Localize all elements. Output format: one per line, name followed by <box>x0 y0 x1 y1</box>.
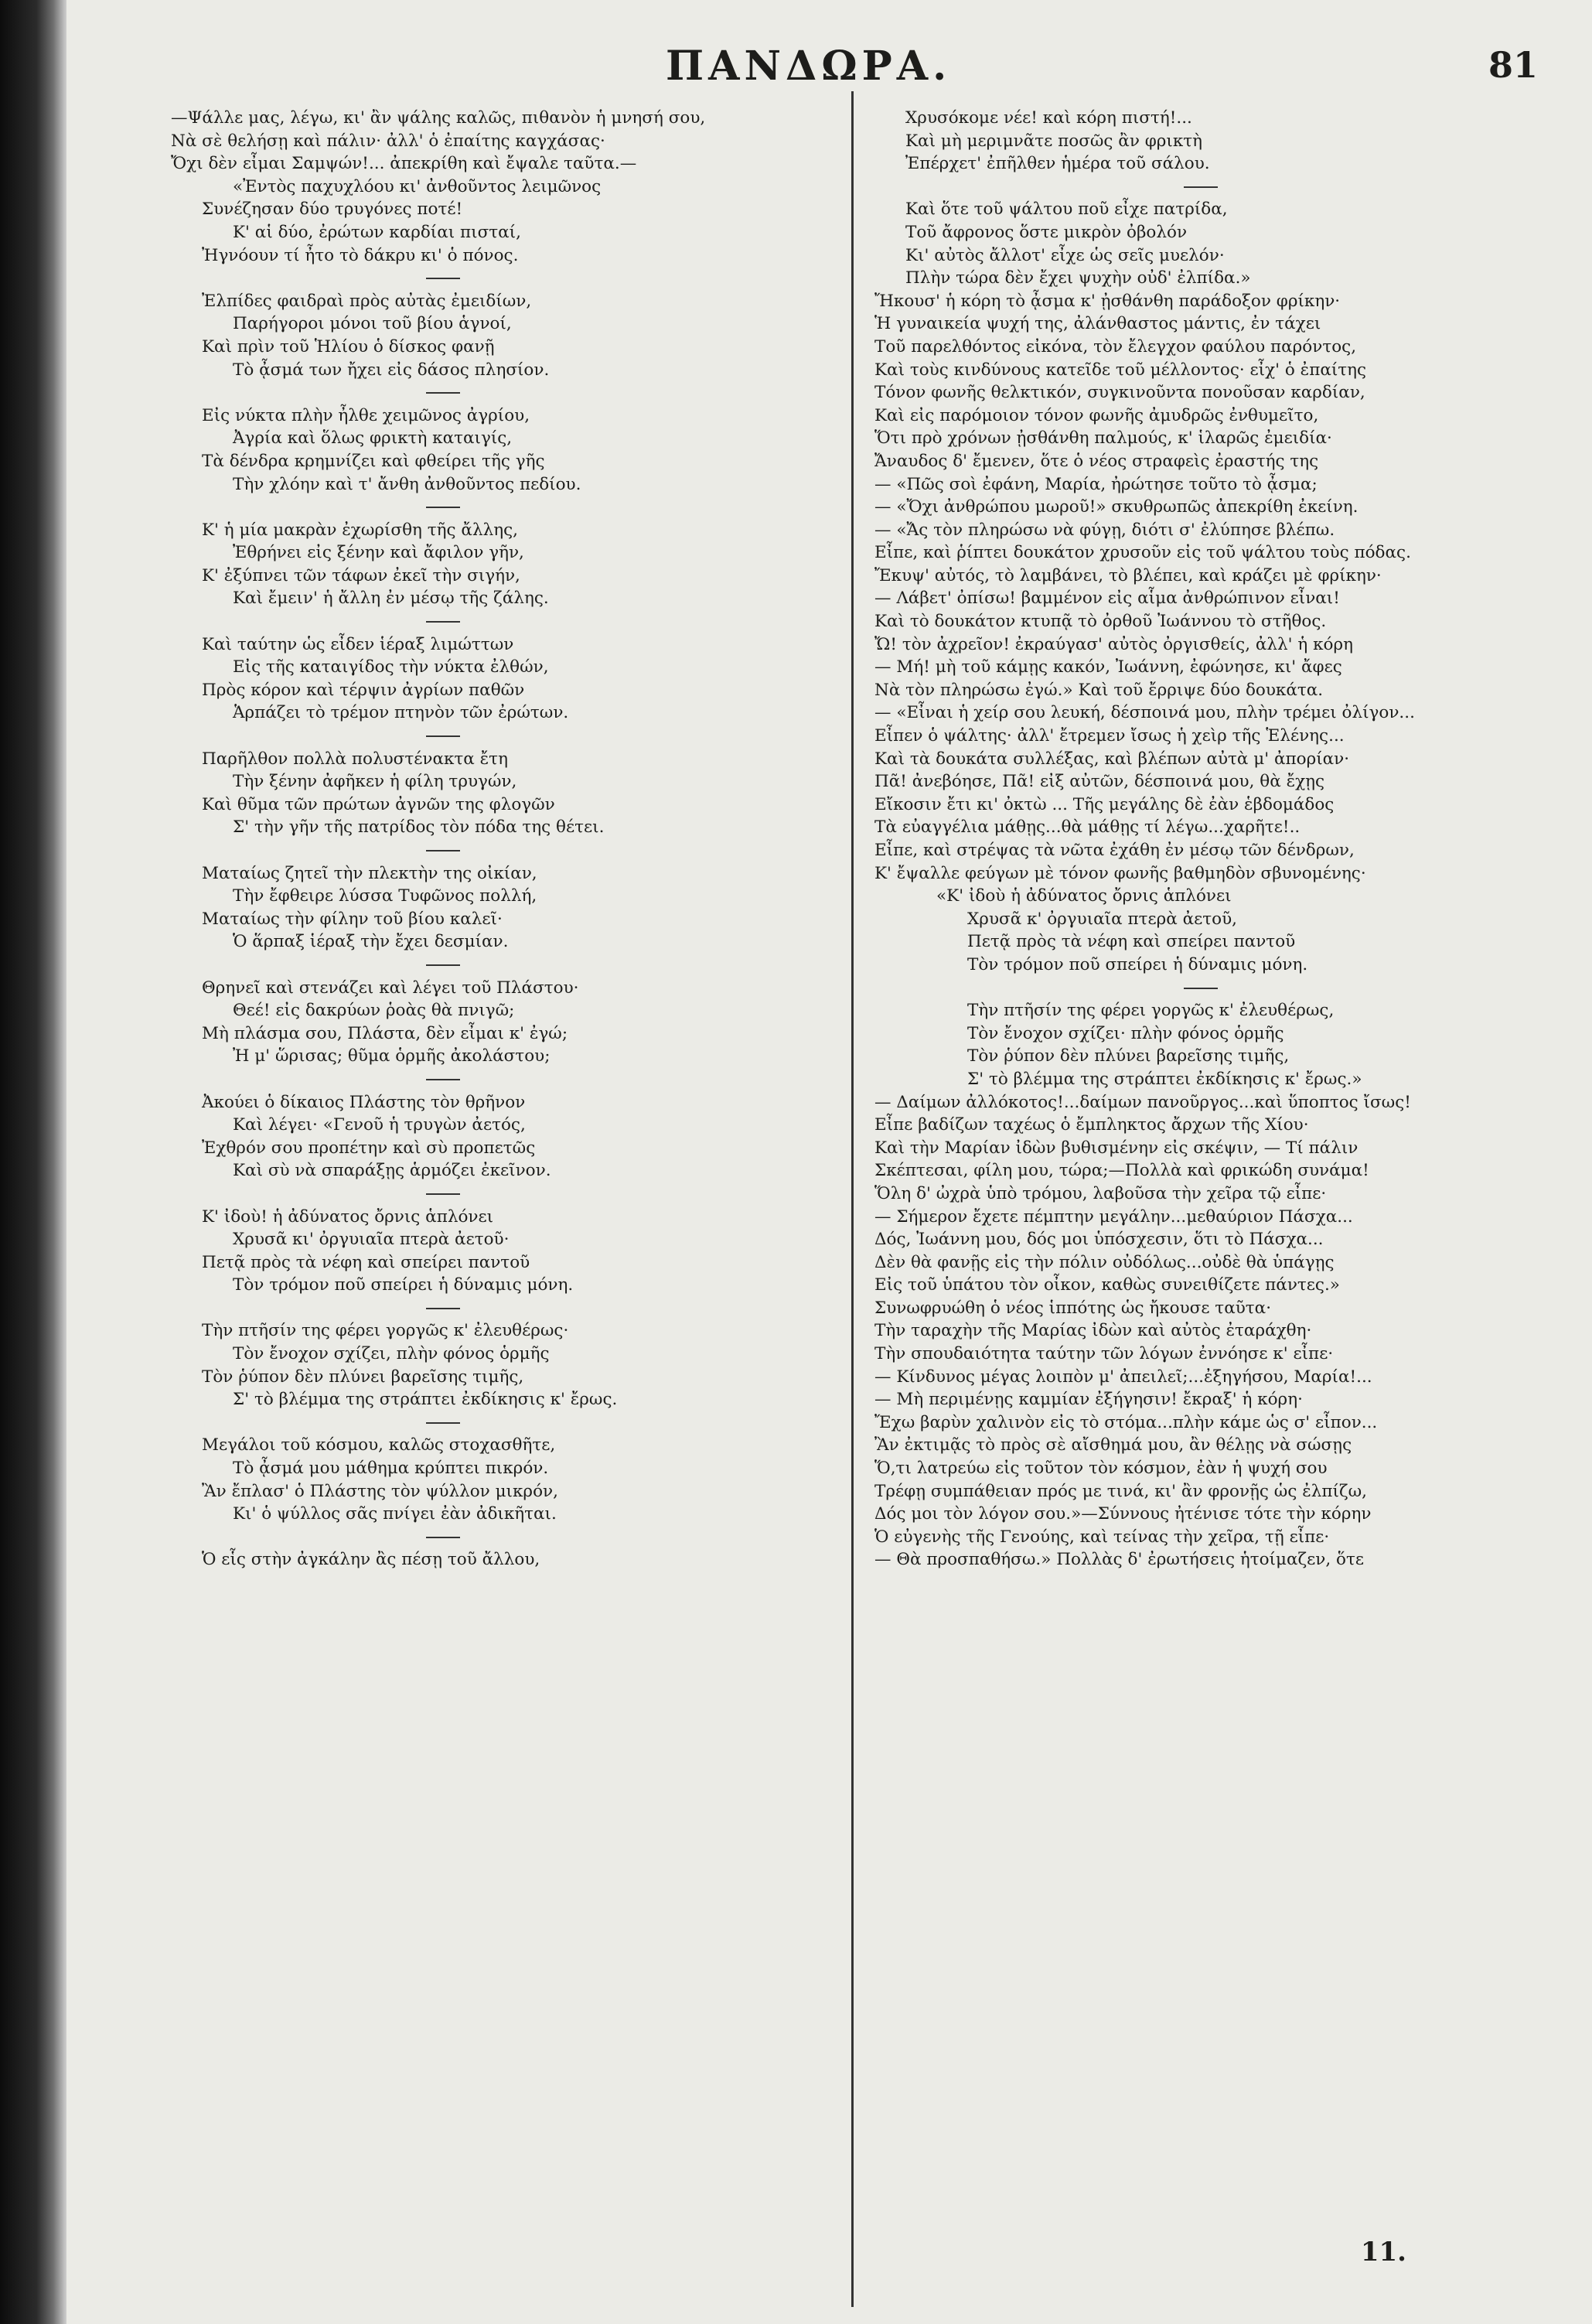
text-line: «Κ' ἰδοὺ ἡ ἀδύνατος ὄρνις ἁπλόνει <box>936 886 1232 906</box>
text-line: — Λάβετ' ὀπίσω! βαμμένον εἰς αἷμα ἀνθρώπινον εἶναι! <box>874 589 1340 609</box>
text-line: Θρηνεῖ καὶ στενάζει καὶ λέγει τοῦ Πλάστου· <box>202 978 579 998</box>
text-line: Πᾶ! ἀνεβόησε, Πᾶ! εἰξ αὐτῶν, δέσποινά μου, θὰ ἔχῃς <box>874 772 1325 792</box>
text-line: Δὲν θὰ φανῇς εἰς τὴν πόλιν οὐδόλως...οὐδὲ θὰ ὑπάγῃς <box>874 1252 1335 1272</box>
text-line: Εἰς νύκτα πλὴν ἦλθε χειμῶνος ἀγρίου, <box>202 405 530 425</box>
text-line: Εἶπε, καὶ στρέψας τὰ νῶτα ἐχάθη ἐν μέσῳ τῶν δένδρων, <box>874 841 1355 860</box>
text-line: Καὶ ταύτην ὡς εἶδεν ἱέραξ λιμώττων <box>202 634 514 654</box>
text-line: Δός, Ἰωάννη μου, δός μοι ὑπόσχεσιν, ὅτι τὸ Πάσχα... <box>874 1230 1324 1250</box>
text-line: — «Ὄχι ἀνθρώπου μωροῦ!» σκυθρωπῶς ἀπεκρίθη ἐκείνη. <box>874 497 1358 517</box>
text-line: Πετᾷ πρὸς τὰ νέφη καὶ σπείρει παντοῦ <box>967 932 1296 952</box>
text-line: Τὸν ῥύπον δὲν πλύνει βαρεῖσης τιμῆς, <box>967 1046 1290 1066</box>
text-line: Καὶ πρὶν τοῦ Ἡλίου ὁ δίσκος φανῇ <box>202 336 495 357</box>
text-line: Καὶ τὸ δουκάτον κτυπᾷ τὸ ὀρθοῦ Ἰωάννου τὸ στῆθος. <box>874 612 1327 632</box>
text-line: Καὶ τὰ δουκάτα συλλέξας, καὶ βλέπων αὐτὰ μ' ἀπορίαν· <box>874 749 1350 769</box>
text-line: Σ' τὸ βλέμμα της στράπτει ἐκδίκησις κ' ἔρως.» <box>967 1069 1362 1089</box>
text-line: Εἶπε βαδίζων ταχέως ὁ ἔμπληκτος ἄρχων τῆς Χίου· <box>874 1115 1309 1135</box>
text-line: Πλὴν τώρα δὲν ἔχει ψυχὴν οὐδ' ἐλπίδα.» <box>905 268 1251 288</box>
text-line: Μὴ πλάσμα σου, Πλάστα, δὲν εἶμαι κ' ἐγώ; <box>202 1023 568 1043</box>
text-line: Τὴν πτῆσίν της φέρει γοργῶς κ' ἐλευθέρως· <box>202 1321 569 1341</box>
text-line: Παρήγοροι μόνοι τοῦ βίου ἁγνοί, <box>233 314 512 334</box>
text-line: Καὶ τὴν Μαρίαν ἰδὼν βυθισμένην εἰς σκέψιν, — Τί πάλιν <box>874 1138 1358 1158</box>
text-line: Καὶ θῦμα τῶν πρώτων ἀγνῶν της φλογῶν <box>202 794 555 814</box>
text-line: Τὴν ἔφθειρε λύσσα Τυφῶνος πολλή, <box>233 886 537 906</box>
text-line: Κ' ἰδοὺ! ἡ ἀδύνατος ὄρνις ἁπλόνει <box>202 1206 494 1227</box>
text-line: Ὄχι δὲν εἶμαι Σαμψών!... ἀπεκρίθη καὶ ἔψαλε ταῦτα.— <box>171 154 637 174</box>
text-line: Καὶ ὅτε τοῦ ψάλτου ποῦ εἶχε πατρίδα, <box>905 200 1228 220</box>
text-line: Καὶ σὺ νὰ σπαράξῃς ἁρμόζει ἐκεῖνον. <box>233 1161 551 1181</box>
text-line: — Μή! μὴ τοῦ κάμῃς κακόν, Ἰωάννη, ἐφώνησε, κι' ἄφες <box>874 657 1342 677</box>
text-line: Ἂν ἔπλασ' ὁ Πλάστης τὸν ψύλλον μικρόν, <box>202 1481 558 1501</box>
text-line: Χρυσόκομε νέε! καὶ κόρη πιστή!... <box>905 108 1192 128</box>
text-line: Ὁ εἷς στὴν ἀγκάλην ἂς πέσῃ τοῦ ἄλλου, <box>202 1550 540 1570</box>
text-line: Καὶ ἔμειν' ἡ ἄλλη ἐν μέσῳ τῆς ζάλης. <box>233 589 549 609</box>
left-column <box>171 107 867 1572</box>
text-line: Τὰ εὐαγγέλια μάθῃς...θὰ μάθῃς τί λέγω...χαρῆτε!.. <box>874 817 1301 838</box>
text-line: Ματαίως τὴν φίλην τοῦ βίου καλεῖ· <box>202 909 503 929</box>
text-line: Τὸν ἔνοχον σχίζει, πλὴν φόνος ὁρμῆς <box>233 1344 550 1364</box>
text-line: — Δαίμων ἀλλόκοτος!...δαίμων πανοῦργος...καὶ ὕποπτος ἴσως! <box>874 1092 1411 1112</box>
text-line: Πρὸς κόρον καὶ τέρψιν ἀγρίων παθῶν <box>202 680 525 700</box>
text-line: Ἐπέρχετ' ἐπῆλθεν ἡμέρα τοῦ σάλου. <box>905 154 1210 174</box>
text-line: Παρῆλθον πολλὰ πολυστένακτα ἔτη <box>202 749 508 769</box>
stanza-separator <box>874 176 1570 199</box>
text-line: Ἀκούει ὁ δίκαιος Πλάστης τὸν θρῆνον <box>202 1092 526 1112</box>
text-line: Τὸν ῥύπον δὲν πλύνει βαρεῖσης τιμῆς, <box>202 1367 524 1387</box>
text-line: Ματαίως ζητεῖ τὴν πλεκτὴν της οἰκίαν, <box>202 863 537 883</box>
text-line: — «Πῶς σοὶ ἐφάνη, Μαρία, ἠρώτησε τοῦτο τὸ ᾆσμα; <box>874 474 1318 494</box>
journal-title: ΠΑΝΔΩΡΑ. <box>666 43 952 90</box>
text-line: Τοῦ παρελθόντος εἰκόνα, τὸν ἔλεγχον φαύλου παρόντος, <box>874 336 1357 357</box>
text-line: Συνέζησαν δύο τρυγόνες ποτέ! <box>202 200 463 220</box>
text-line: Ἔχω βαρὺν χαλινὸν εἰς τὸ στόμα...πλὴν κάμε ὡς σ' εἶπον... <box>874 1412 1378 1432</box>
text-line: Νὰ τὸν πληρώσω ἐγώ.» Καὶ τοῦ ἔρριψε δύο δουκάτα. <box>874 680 1324 700</box>
right-column <box>874 107 1570 1572</box>
text-line: Μεγάλοι τοῦ κόσμου, καλῶς στοχασθῆτε, <box>202 1435 556 1455</box>
text-line: Ὅλη δ' ὠχρὰ ὑπὸ τρόμου, λαβοῦσα τὴν χεῖρα τῷ εἶπε· <box>874 1183 1327 1203</box>
text-line: Πετᾷ πρὸς τὰ νέφη καὶ σπείρει παντοῦ <box>202 1252 530 1272</box>
text-line: Ἤκουσ' ἡ κόρη τὸ ᾆσμα κ' ᾐσθάνθη παράδοξον φρίκην· <box>874 291 1341 311</box>
text-line: Ἐλπίδες φαιδραὶ πρὸς αὐτὰς ἐμειδίων, <box>202 291 532 311</box>
text-line: Καὶ μὴ μεριμνᾶτε ποσῶς ἂν φρικτὴ <box>905 131 1203 151</box>
text-line: Εἶπεν ὁ ψάλτης· ἀλλ' ἔτρεμεν ἴσως ἡ χεὶρ τῆς Ἑλένης... <box>874 726 1345 746</box>
text-line: Εἰς τῆς καταιγίδος τὴν νύκτα ἐλθών, <box>233 657 549 677</box>
text-line: — Σήμερον ἔχετε πέμπτην μεγάλην...μεθαύριον Πάσχα... <box>874 1206 1353 1227</box>
text-line: Ὅτι πρὸ χρόνων ᾐσθάνθη παλμούς, κ' ἱλαρῶς ἐμειδία· <box>874 428 1332 449</box>
stanza-separator <box>171 610 867 633</box>
text-line: Σκέπτεσαι, φίλη μου, τώρα;—Πολλὰ καὶ φρικώδη συνάμα! <box>874 1161 1369 1181</box>
text-line: Τὸ ᾆσμά των ἤχει εἰς δάσος πλησίον. <box>233 360 550 380</box>
stanza-separator <box>171 381 867 404</box>
text-line: Ἄναυδος δ' ἔμενεν, ὅτε ὁ νέος στραφεὶς ἐραστής της <box>874 451 1319 471</box>
text-line: Ὁ ἅρπαξ ἱέραξ τὴν ἔχει δεσμίαν. <box>233 932 509 952</box>
text-line: Ἂν ἐκτιμᾷς τὸ πρὸς σὲ αἴσθημά μου, ἂν θέλῃς νὰ σώσῃς <box>874 1435 1352 1455</box>
text-line: Τὴν χλόην καὶ τ' ἄνθη ἀνθοῦντος πεδίου. <box>233 474 581 494</box>
text-line: Τὴν πτῆσίν της φέρει γοργῶς κ' ἐλευθέρως, <box>967 1001 1335 1021</box>
signature-mark: 11. <box>1360 2237 1406 2268</box>
text-line: Δός μοι τὸν λόγον σου.»—Σύννους ἠτένισε τότε τὴν κόρην <box>874 1504 1372 1524</box>
text-line: — Κίνδυνος μέγας λοιπὸν μ' ἀπειλεῖ;...ἐξηγήσου, Μαρία!... <box>874 1367 1372 1387</box>
text-line: Χρυσᾶ κ' ὀργυιαῖα πτερὰ ἀετοῦ, <box>967 909 1238 929</box>
text-line: Τὸν ἔνοχον σχίζει· πλὴν φόνος ὁρμῆς <box>967 1023 1284 1043</box>
book-binding-shadow <box>0 0 66 2324</box>
text-line: Εἶπε, καὶ ῥίπτει δουκάτον χρυσοῦν εἰς τοῦ ψάλτου τοὺς πόδας. <box>874 543 1411 563</box>
text-line: Ἐχθρόν σου προπέτην καὶ σὺ προπετῶς <box>202 1138 536 1158</box>
text-line: Νὰ σὲ θελήσῃ καὶ πάλιν· ἀλλ' ὁ ἐπαίτης καγχάσας· <box>171 131 605 151</box>
text-line: Τὴν σπουδαιότητα ταύτην τῶν λόγων ἐννόησε κ' εἶπε· <box>874 1344 1334 1364</box>
stanza-separator <box>171 267 867 290</box>
text-line: Κι' ὁ ψύλλος σᾶς πνίγει ἐὰν ἀδικῆται. <box>233 1504 557 1524</box>
text-line: — «Εἶναι ἡ χείρ σου λευκή, δέσποινά μου, πλὴν τρέμει ὀλίγον... <box>874 703 1415 723</box>
page-number: 81 <box>1488 44 1538 86</box>
stanza-separator <box>171 1526 867 1549</box>
text-line: Συνωφρυώθη ὁ νέος ἱππότης ὡς ἤκουσε ταῦτα· <box>874 1298 1272 1318</box>
text-line: — Μὴ περιμένῃς καμμίαν ἐξήγησιν! ἔκραξ' ἡ κόρη· <box>874 1390 1303 1410</box>
running-head <box>66 43 1592 97</box>
book-page <box>66 0 1592 2324</box>
text-line: Κι' αὐτὸς ἄλλοτ' εἶχε ὡς σεῖς μυελόν· <box>905 245 1225 265</box>
text-line: — Θὰ προσπαθήσω.» Πολλὰς δ' ἐρωτήσεις ἡτοίμαζεν, ὅτε <box>874 1550 1364 1570</box>
stanza-separator <box>171 725 867 748</box>
text-line: Τὴν ξένην ἀφῆκεν ἡ φίλη τρυγών, <box>233 772 517 792</box>
text-line: Τοῦ ἄφρονος ὅστε μικρὸν ὀβολόν <box>905 222 1188 242</box>
text-line: Ὤ! τὸν ἀχρεῖον! ἐκραύγασ' αὐτὸς ὀργισθείς, ἀλλ' ἡ κόρη <box>874 634 1353 654</box>
stanza-separator <box>171 839 867 862</box>
text-line: Τρέφῃ συμπάθειαν πρός με τινά, κι' ἂν φρονῇς ὡς ἐλπίζω, <box>874 1481 1367 1501</box>
text-line: Ἔκυψ' αὐτός, τὸ λαμβάνει, τὸ βλέπει, καὶ κράζει μὲ φρίκην· <box>874 565 1382 585</box>
text-line: Καὶ εἰς παρόμοιον τόνον φωνῆς ἀμυδρῶς ἐνθυμεῖτο, <box>874 405 1319 425</box>
text-line: Ἀγρία καὶ ὅλως φρικτὴ καταιγίς, <box>233 428 513 449</box>
text-line: Τὴν ταραχὴν τῆς Μαρίας ἰδὼν καὶ αὐτὸς ἐταράχθη· <box>874 1321 1312 1341</box>
text-line: Κ' ἔψαλλε φεύγων μὲ τόνον φωνῆς βαθμηδὸν σβυνομένης· <box>874 863 1366 883</box>
text-line: Τὸν τρόμον ποῦ σπείρει ἡ δύναμις μόνη. <box>967 954 1308 974</box>
text-line: Ὁ εὐγενὴς τῆς Γενούης, καὶ τείνας τὴν χεῖρα, τῇ εἶπε· <box>874 1527 1330 1547</box>
text-line: Χρυσᾶ κι' ὀργυιαῖα πτερὰ ἀετοῦ· <box>233 1230 510 1250</box>
text-line: — «Ἄς τὸν πληρώσω νὰ φύγῃ, διότι σ' ἐλύπησε βλέπω. <box>874 520 1335 540</box>
stanza-separator <box>171 1182 867 1206</box>
text-line: Ἁρπάζει τὸ τρέμον πτηνὸν τῶν ἐρώτων. <box>233 703 569 723</box>
text-line: Κ' αἱ δύο, ἐρώτων καρδίαι πισταί, <box>233 222 521 242</box>
text-line: Τόνον φωνῆς θελκτικόν, συγκινοῦντα πονοῦσαν καρδίαν, <box>874 383 1365 403</box>
text-line: Ὅ,τι λατρεύω εἰς τοῦτον τὸν κόσμον, ἐὰν ἡ ψυχή σου <box>874 1459 1328 1479</box>
text-line: Ἐθρήνει εἰς ξένην καὶ ἄφιλον γῆν, <box>233 543 524 563</box>
text-line: «Ἐντὸς παχυχλόου κι' ἀνθοῦντος λειμῶνος <box>233 176 602 196</box>
text-line: Κ' ἐξύπνει τῶν τάφων ἐκεῖ τὴν σιγήν, <box>202 565 520 585</box>
text-line: Ἡ γυναικεία ψυχή της, ἀλάνθαστος μάντις, ἐν τάχει <box>874 314 1321 334</box>
text-line: Εἰς τοῦ ὑπάτου τὸν οἶκον, καθὼς συνειθίζετε πάντες.» <box>874 1275 1340 1295</box>
text-line: Καὶ τοὺς κινδύνους κατεῖδε τοῦ μέλλοντος· εἶχ' ὁ ἐπαίτης <box>874 360 1367 380</box>
text-line: Καὶ λέγει· «Γενοῦ ἡ τρυγὼν ἀετός, <box>233 1115 526 1135</box>
text-line: Τὸν τρόμον ποῦ σπείρει ἡ δύναμις μόνη. <box>233 1275 574 1295</box>
stanza-separator <box>171 1068 867 1091</box>
text-line: Θεέ! εἰς δακρύων ῥοὰς θὰ πνιγῶ; <box>233 1001 515 1021</box>
stanza-separator <box>171 954 867 977</box>
text-line: Κ' ἡ μία μακρὰν ἐχωρίσθη τῆς ἄλλης, <box>202 520 518 540</box>
text-line: Ἠγνόουν τί ἦτο τὸ δάκρυ κι' ὁ πόνος. <box>202 245 519 265</box>
text-line: Τὸ ᾆσμά μου μάθημα κρύπτει πικρόν. <box>233 1459 549 1479</box>
text-line: Τὰ δένδρα κρημνίζει καὶ φθείρει τῆς γῆς <box>202 451 545 471</box>
stanza-separator <box>171 1297 867 1320</box>
text-line: Εἴκοσιν ἔτι κι' ὀκτὼ ... Τῆς μεγάλης δὲ ἐὰν ἑβδομάδος <box>874 794 1335 814</box>
text-line: —Ψάλλε μας, λέγω, κι' ἂν ψάλης καλῶς, πιθανὸν ἡ μνησή σου, <box>171 108 706 128</box>
stanza-separator <box>171 1411 867 1435</box>
text-line: Σ' τὸ βλέμμα της στράπτει ἐκδίκησις κ' ἔρως. <box>233 1390 618 1410</box>
stanza-separator <box>874 977 1570 1000</box>
text-line: Σ' τὴν γῆν τῆς πατρίδος τὸν πόδα της θέτει. <box>233 817 605 838</box>
text-line: Ἠ μ' ὥρισας; θῦμα ὁρμῆς ἀκολάστου; <box>233 1046 551 1066</box>
stanza-separator <box>171 496 867 519</box>
